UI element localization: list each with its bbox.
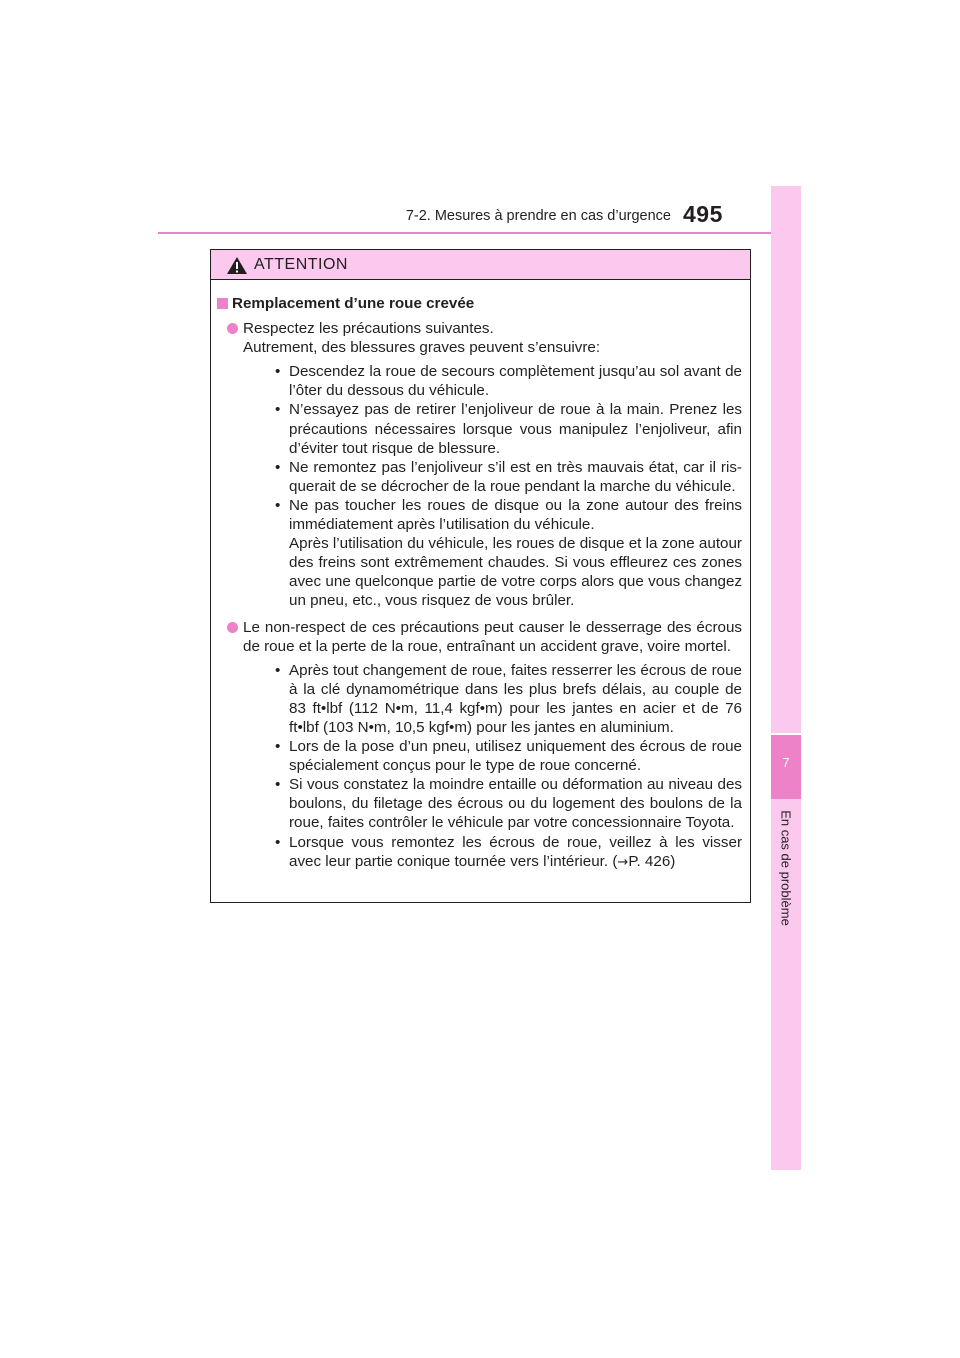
list-item-text: Ne remontez pas l’enjoliveur s’il est en très mauvais état, car il ris-querait de se décrocher de la roue pendant la marche du véhicule. bbox=[289, 458, 742, 495]
section-header: 7-2. Mesures à prendre en cas d’urgence bbox=[405, 208, 671, 224]
list-item bbox=[243, 833, 742, 872]
sub-list bbox=[243, 661, 742, 872]
chapter-number: 7 bbox=[782, 755, 790, 770]
list-item bbox=[243, 661, 742, 737]
bullet-item bbox=[211, 319, 750, 610]
list-item-text: Lors de la pose d’un pneu, utilisez uniquement des écrous de roue spécialement conçus pour le type de roue concerné. bbox=[289, 738, 742, 775]
list-item bbox=[243, 400, 742, 457]
circle-bullet-icon bbox=[227, 622, 238, 633]
caution-box bbox=[210, 249, 751, 903]
bullet-text-line: Autrement, des blessures graves peuvent s’ensuivre: bbox=[243, 339, 601, 357]
list-item-line: Ne pas toucher les roues de disque ou la zone autour des freins immédiatement après l’utilisation du véhicule. bbox=[289, 496, 742, 534]
circle-bullet-icon bbox=[227, 323, 238, 334]
dot-bullet-icon: • bbox=[275, 776, 281, 794]
list-item-inline-text: Lorsque vous remontez les écrous de roue, veillez à les visser avec leur partie conique tournée vers l’intérieur. ( bbox=[289, 833, 742, 870]
list-item-text bbox=[289, 496, 742, 611]
dot-bullet-icon: • bbox=[275, 661, 281, 679]
list-item bbox=[243, 458, 742, 496]
section-title-text: Remplacement d’une roue crevée bbox=[232, 295, 475, 312]
bullet-text-line: Respectez les précautions suivantes. bbox=[243, 320, 494, 338]
sub-list bbox=[243, 362, 742, 610]
list-item-text bbox=[289, 833, 742, 872]
list-item bbox=[243, 362, 742, 400]
list-item bbox=[243, 496, 742, 611]
arrow-icon: → bbox=[617, 854, 629, 870]
dot-bullet-icon: • bbox=[275, 363, 281, 381]
page-reference-link[interactable]: P. 426) bbox=[628, 852, 676, 870]
warning-triangle-icon bbox=[226, 256, 248, 275]
list-item bbox=[243, 775, 742, 832]
dot-bullet-icon: • bbox=[275, 401, 281, 419]
page-number: 495 bbox=[683, 201, 723, 227]
list-item-text: Si vous constatez la moindre entaille ou déformation au niveau des boulons, du filetage des écrous ou du logement des boulons de la roue, faites contrôler le véhicule par votre concessionnaire Toyota. bbox=[289, 776, 742, 832]
dot-bullet-icon: • bbox=[275, 496, 281, 514]
header-rule bbox=[158, 232, 800, 234]
caution-heading: ATTENTION bbox=[254, 256, 348, 273]
list-item bbox=[243, 737, 742, 775]
list-item-line: Après l’utilisation du véhicule, les roues de disque et la zone autour des freins sont extrêmement chaudes. Si vous effleurez ces zones avec une quelconque partie de votre corps alors que vous changez un pneu, etc., vous risquez de vous brûler. bbox=[289, 535, 742, 610]
chapter-title: En cas de problème bbox=[778, 810, 794, 926]
list-item-text: Descendez la roue de secours complètement jusqu’au sol avant de l’ôter du dessous du véhicule. bbox=[289, 363, 742, 400]
caution-content bbox=[211, 294, 750, 879]
bullet-text bbox=[243, 319, 742, 357]
list-item-text: N’essayez pas de retirer l’enjoliveur de roue à la main. Prenez les précautions nécessaires lorsque vous manipulez l’enjoliveur, afin d’éviter tout risque de blessure. bbox=[289, 401, 742, 457]
caution-header bbox=[211, 250, 750, 280]
dot-bullet-icon: • bbox=[275, 458, 281, 476]
chapter-side-tab bbox=[771, 186, 801, 1170]
dot-bullet-icon: • bbox=[275, 833, 281, 851]
list-item-text: Après tout changement de roue, faites resserrer les écrous de roue à la clé dynamométrique dans les plus brefs délais, au couple de 83 ft•lbf (112 N•m, 11,4 kgf•m) pour les jantes en acier et de 76 ft•lbf (103 N•m, 10,5 kgf•m) pour les jantes en aluminium. bbox=[289, 661, 742, 736]
bullet-item bbox=[211, 618, 750, 872]
section-title bbox=[211, 294, 750, 313]
dot-bullet-icon: • bbox=[275, 738, 281, 756]
square-icon bbox=[217, 298, 228, 309]
bullet-text: Le non-respect de ces précautions peut causer le desserrage des écrous de roue et la perte de la roue, entraînant un accident grave, voire mortel. bbox=[243, 618, 742, 655]
